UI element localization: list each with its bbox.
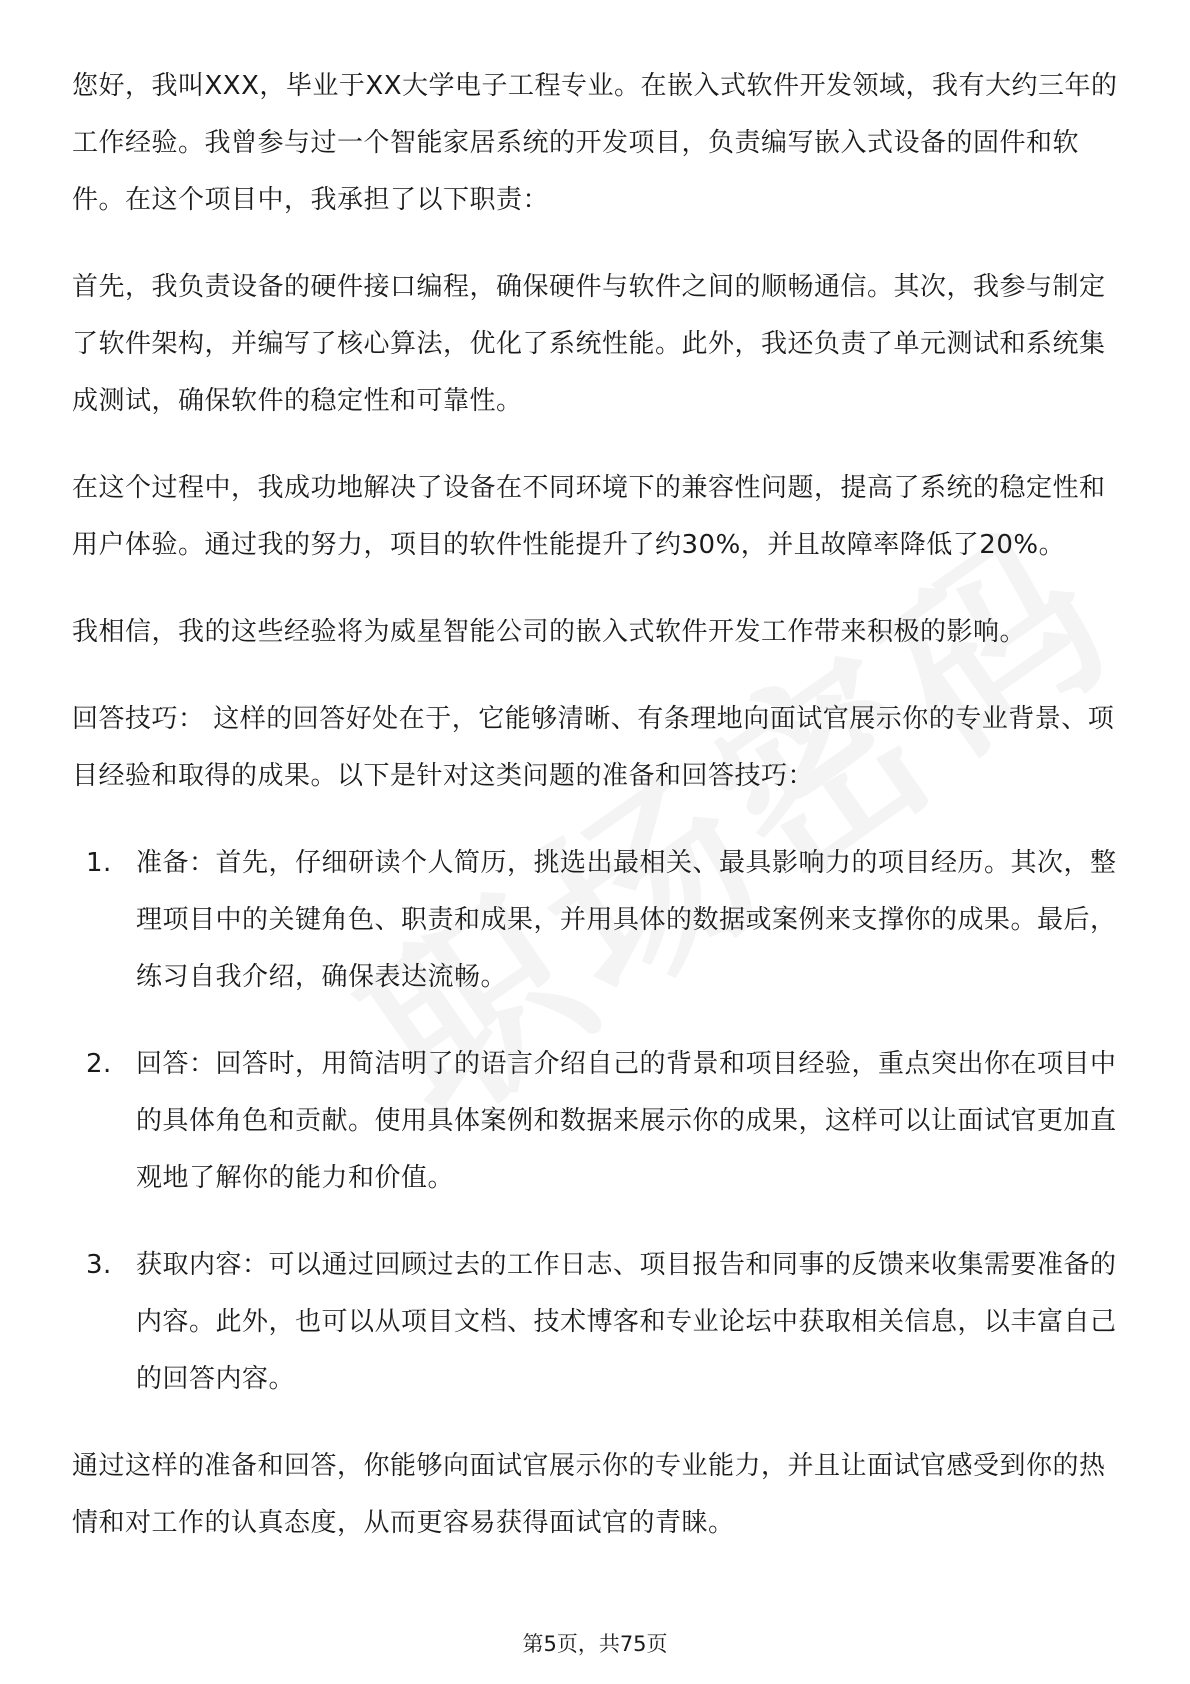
tips-list bbox=[72, 835, 1122, 1408]
list-number: 2. bbox=[86, 1049, 112, 1079]
list-text: 准备：首先，仔细研读个人简历，挑选出最相关、最具影响力的项目经历。其次，整理项目中的关键角色、职责和成果，并用具体的数据或案例来支撑你的成果。最后，练习自我介绍，确保表达流畅。 bbox=[136, 848, 1117, 992]
paragraph-closing: 通过这样的准备和回答，你能够向面试官展示你的专业能力，并且让面试官感受到你的热情和对工作的认真态度，从而更容易获得面试官的青睐。 bbox=[72, 1451, 1106, 1538]
list-item bbox=[72, 1036, 1122, 1207]
paragraph-intro: 您好，我叫XXX，毕业于XX大学电子工程专业。在嵌入式软件开发领域，我有大约三年的工作经验。我曾参与过一个智能家居系统的开发项目，负责编写嵌入式设备的固件和软件。在这个项目中，我承担了以下职责： bbox=[72, 71, 1118, 215]
page-footer: 第5页，共75页 bbox=[522, 1632, 668, 1656]
list-item bbox=[72, 1237, 1122, 1408]
list-item bbox=[72, 835, 1122, 1006]
paragraph-duties: 首先，我负责设备的硬件接口编程，确保硬件与软件之间的顺畅通信。其次，我参与制定了软件架构，并编写了核心算法，优化了系统性能。此外，我还负责了单元测试和系统集成测试，确保软件的稳定性和可靠性。 bbox=[72, 272, 1106, 416]
list-number: 1. bbox=[86, 848, 112, 878]
page-content bbox=[72, 58, 1122, 1582]
paragraph-tips: 回答技巧： 这样的回答好处在于，它能够清晰、有条理地向面试官展示你的专业背景、项目经验和取得的成果。以下是针对这类问题的准备和回答技巧： bbox=[72, 704, 1115, 791]
list-text: 获取内容：可以通过回顾过去的工作日志、项目报告和同事的反馈来收集需要准备的内容。此外，也可以从项目文档、技术博客和专业论坛中获取相关信息，以丰富自己的回答内容。 bbox=[136, 1250, 1117, 1394]
list-number: 3. bbox=[86, 1250, 112, 1280]
paragraph-achievements: 在这个过程中，我成功地解决了设备在不同环境下的兼容性问题，提高了系统的稳定性和用户体验。通过我的努力，项目的软件性能提升了约30%，并且故障率降低了20%。 bbox=[72, 473, 1106, 560]
list-text: 回答：回答时，用简洁明了的语言介绍自己的背景和项目经验，重点突出你在项目中的具体角色和贡献。使用具体案例和数据来展示你的成果，这样可以让面试官更加直观地了解你的能力和价值。 bbox=[136, 1049, 1117, 1193]
paragraph-belief: 我相信，我的这些经验将为威星智能公司的嵌入式软件开发工作带来积极的影响。 bbox=[72, 617, 1027, 647]
